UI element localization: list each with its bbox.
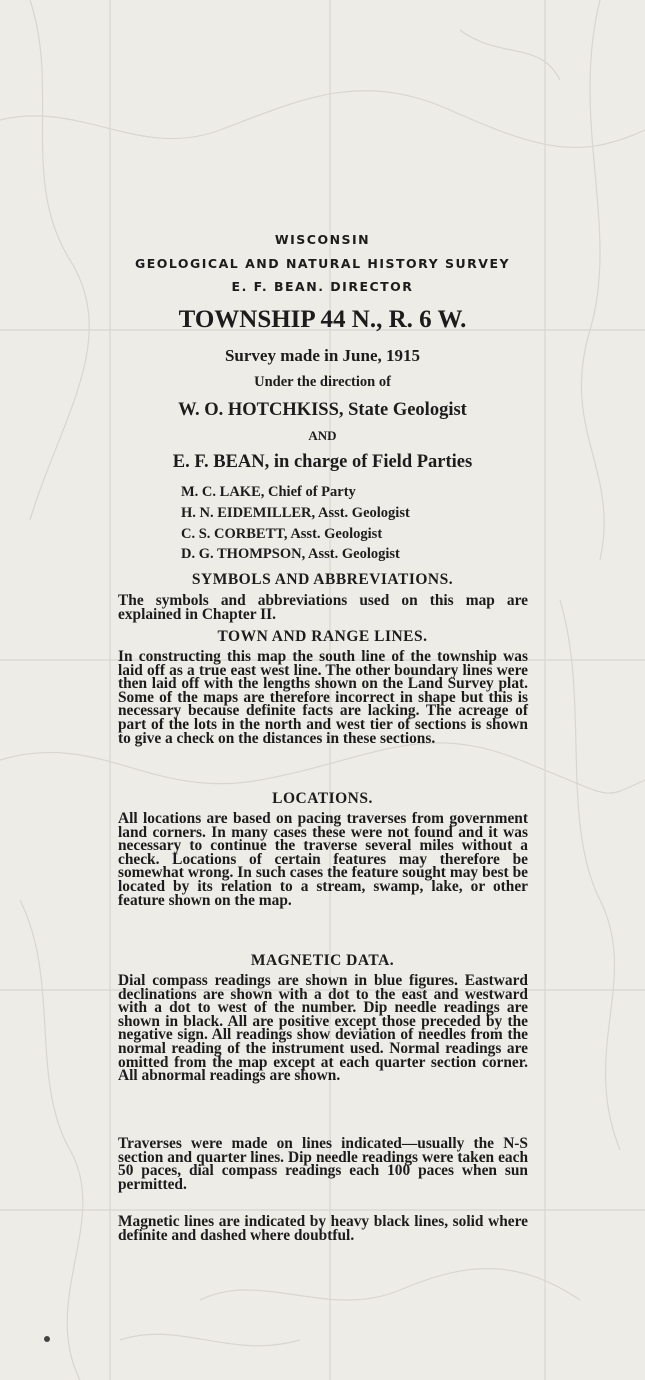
section-heading-magnetic: MAGNETIC DATA. — [250, 952, 395, 969]
header-director: E. F. BEAN. DIRECTOR — [231, 279, 414, 294]
and-text: AND — [308, 428, 337, 443]
state-geologist: W. O. HOTCHKISS, State Geologist — [178, 400, 467, 420]
staff-member: M. C. LAKE, Chief of Party — [181, 484, 356, 500]
locations-paragraph: All locations are based on pacing traverses from government land corners. In many cases these were not found and it was necessary to continue the traverse several miles without a check. Locations of certain features may therefore be somewhat wrong. In such cases the feature sought may best be located by its relation to a stream, swamp, lake, or other feature shown on the map. — [118, 810, 528, 909]
direction-line: Under the direction of — [254, 374, 391, 390]
township-title: TOWNSHIP 44 N., R. 6 W. — [178, 306, 467, 333]
section-heading-town-range: TOWN AND RANGE LINES. — [217, 628, 428, 645]
section-heading-locations: LOCATIONS. — [272, 790, 373, 807]
section-heading-symbols: SYMBOLS AND ABBREVIATIONS. — [191, 571, 454, 588]
magnetic-paragraph-2: Traverses were made on lines indicated—usually the N-S section and quarter lines. Dip needle readings were taken each 50 paces, dial compass readings each 100 paces when sun permitted. — [118, 1135, 528, 1193]
ink-dot — [44, 1336, 50, 1342]
magnetic-paragraph-3: Magnetic lines are indicated by heavy black lines, solid where definite and dashed where doubtful. — [118, 1213, 528, 1244]
survey-date: Survey made in June, 1915 — [224, 346, 421, 365]
field-parties-line: E. F. BEAN, in charge of Field Parties — [172, 452, 473, 472]
town-range-paragraph: In constructing this map the south line of the township was laid off as a true east west line. The other boundary lines were then laid off with the lengths shown on the Land Survey plat. Some of the maps are therefore incorrect in shape but this is necessary because definite facts are lacking. The acreage of part of the lots in the north and west tier of sections is shown to give a check on the distances in these sections. — [118, 648, 528, 747]
symbols-paragraph: The symbols and abbreviations used on this map are explained in Chapter II. — [118, 592, 528, 623]
header-survey-name: GEOLOGICAL AND NATURAL HISTORY SURVEY — [134, 256, 511, 271]
staff-member: D. G. THOMPSON, Asst. Geologist — [181, 546, 400, 562]
staff-member: C. S. CORBETT, Asst. Geologist — [181, 526, 383, 542]
magnetic-paragraph-1: Dial compass readings are shown in blue figures. Eastward declinations are shown with a dot to the east and westward with a dot to west of the number. Dip needle readings are shown in black. All are positive except those preceded by the negative sign. All readings show deviation of needles from the normal reading of the instrument used. Normal readings are omitted from the map except at each quarter section corner. All abnormal readings are shown. — [118, 972, 528, 1085]
header-state: WISCONSIN — [274, 232, 371, 247]
staff-member: H. N. EIDEMILLER, Asst. Geologist — [181, 505, 410, 521]
